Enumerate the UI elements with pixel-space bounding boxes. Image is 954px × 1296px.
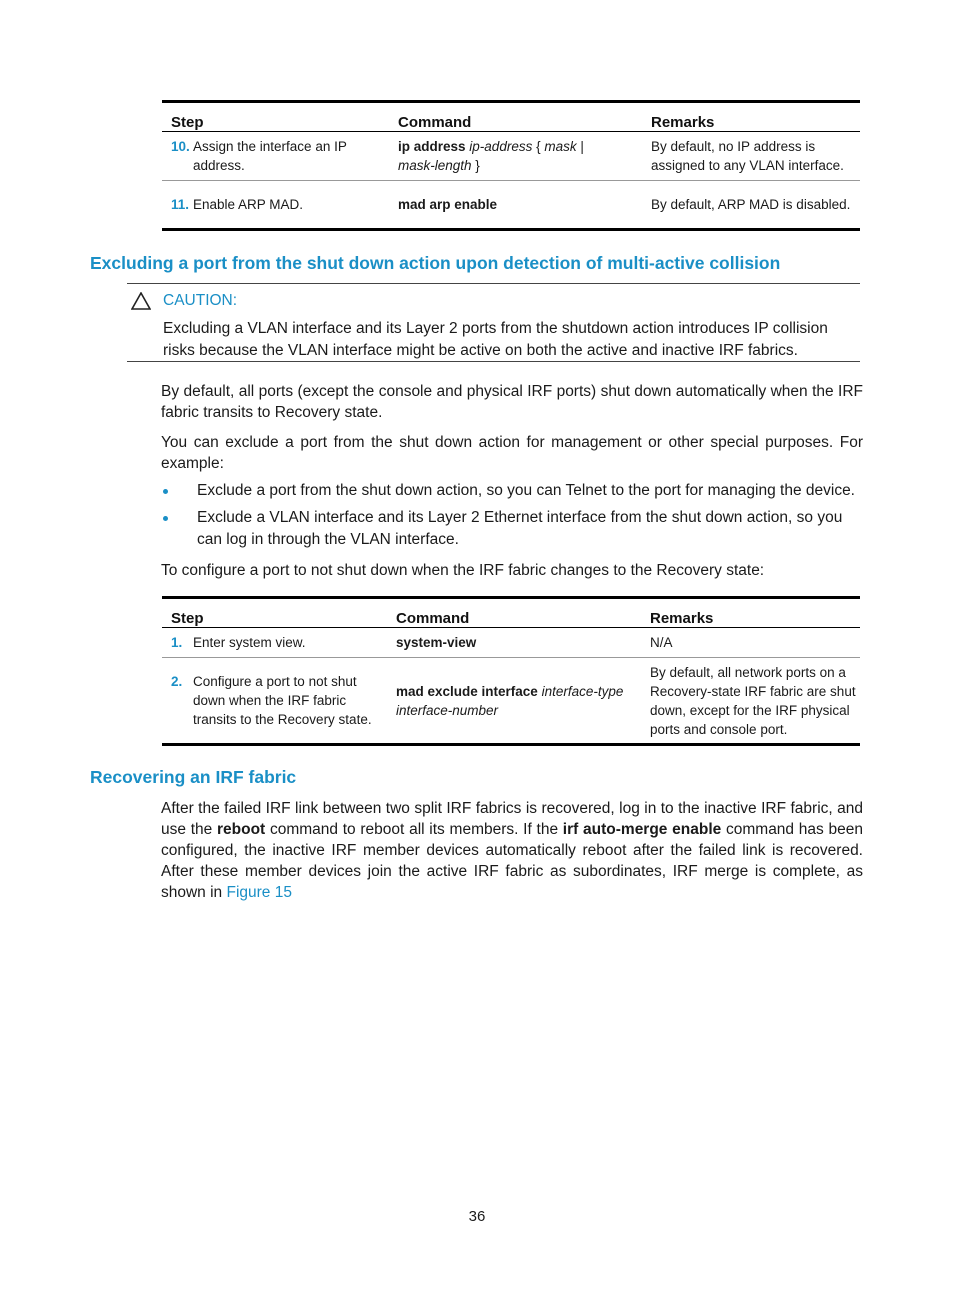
list-item-text: Exclude a port from the shut down action, so you can Telnet to the port for managing the device. <box>197 482 855 499</box>
text-run: command has been configured, the inactive IRF member devices automatically reboot after the failed link is recovered. After these member devices join the active IRF fabric as subordinates, IRF merge is complete, as shown in <box>161 821 863 901</box>
command-keyword: reboot <box>217 821 266 838</box>
caution-text: Excluding a VLAN interface and its Layer 2 ports from the shutdown action introduces IP collision risks because the VLAN interface might be active on both the active and inactive IRF fabrics. <box>163 320 828 359</box>
text-run: command to reboot all its members. If the <box>265 821 563 838</box>
header-remarks: Remarks <box>650 610 714 627</box>
step-cell <box>162 132 389 181</box>
command-brace: { <box>532 139 545 154</box>
command-arg: mask <box>544 139 577 154</box>
caution-box <box>127 283 860 362</box>
remarks-cell: By default, ARP MAD is disabled. <box>651 197 851 212</box>
section-heading-recovering: Recovering an IRF fabric <box>90 767 297 787</box>
command-cell <box>387 658 641 745</box>
text-run: After the failed IRF link between two split IRF fabrics is recovered, log in to the inactive IRF fabric, and use the <box>161 800 863 838</box>
step-text: Enable ARP MAD. <box>193 197 304 212</box>
remarks-cell: By default, no IP address is assigned to any VLAN interface. <box>651 139 844 173</box>
section-heading-exclude-port: Excluding a port from the shut down action upon detection of multi-active collision <box>90 253 781 273</box>
figure-link[interactable]: Figure 15 <box>226 884 292 901</box>
step-cell <box>162 658 387 745</box>
table-header-row <box>162 598 860 628</box>
command-arg: interface-type interface-number <box>396 683 624 718</box>
step-text: Configure a port to not shut down when the IRF fabric transits to the Recovery state. <box>193 674 372 727</box>
command-keyword: ip address <box>398 139 466 154</box>
command-cell <box>389 132 642 181</box>
command-keyword: irf auto-merge enable <box>562 821 722 838</box>
table-row <box>162 132 860 181</box>
command-cell <box>389 181 642 230</box>
step-number: 1. <box>171 635 183 650</box>
paragraph: By default, all ports (except the console and physical IRF ports) shut down automatically when the IRF fabric transits to Recovery state. <box>161 383 863 421</box>
paragraph: You can exclude a port from the shut down action for management or other special purposes. For example: <box>161 434 863 472</box>
bullet-icon <box>163 489 168 494</box>
step-text: Assign the interface an IP address. <box>193 139 347 173</box>
header-command: Command <box>396 610 470 627</box>
table-row <box>162 181 860 230</box>
step-number: 2. <box>171 674 183 689</box>
step-cell <box>162 628 387 658</box>
paragraph: To configure a port to not shut down when the IRF fabric changes to the Recovery state: <box>161 562 765 579</box>
list-item <box>161 507 863 551</box>
step-number: 11. <box>171 197 190 212</box>
command-cell <box>387 628 641 658</box>
header-step: Step <box>171 610 204 627</box>
list-item-text: Exclude a VLAN interface and its Layer 2 Ethernet interface from the shut down action, so you can log in through the VLAN interface. <box>197 509 843 548</box>
config-table-mad-exclude <box>162 596 860 746</box>
table-row <box>162 628 860 658</box>
command-brace: } <box>471 158 480 173</box>
step-number: 10. <box>171 139 190 154</box>
bullet-icon <box>163 516 168 521</box>
page-number: 36 <box>468 1208 486 1225</box>
table-row <box>162 658 860 745</box>
header-command: Command <box>398 114 472 131</box>
command-arg: ip-address <box>469 139 533 154</box>
step-text: Enter system view. <box>193 635 306 650</box>
command-arg: mask-length <box>398 158 472 173</box>
list-item <box>161 480 863 502</box>
table-header-row <box>162 102 860 132</box>
warning-triangle-icon <box>131 292 151 315</box>
header-remarks: Remarks <box>651 114 715 131</box>
step-cell <box>162 181 389 230</box>
paragraph <box>161 798 863 903</box>
command-keyword: system-view <box>396 635 477 650</box>
remarks-cell: N/A <box>650 635 673 650</box>
caution-label: CAUTION: <box>163 292 238 309</box>
header-step: Step <box>171 114 204 131</box>
config-table-arp-mad <box>162 100 860 231</box>
remarks-cell: By default, all network ports on a Recovery-state IRF fabric are shut down, except for the IRF physical ports and console port. <box>650 664 856 737</box>
command-keyword: mad arp enable <box>398 197 498 212</box>
command-pipe: | <box>576 139 584 154</box>
command-keyword: mad exclude interface <box>396 683 538 699</box>
